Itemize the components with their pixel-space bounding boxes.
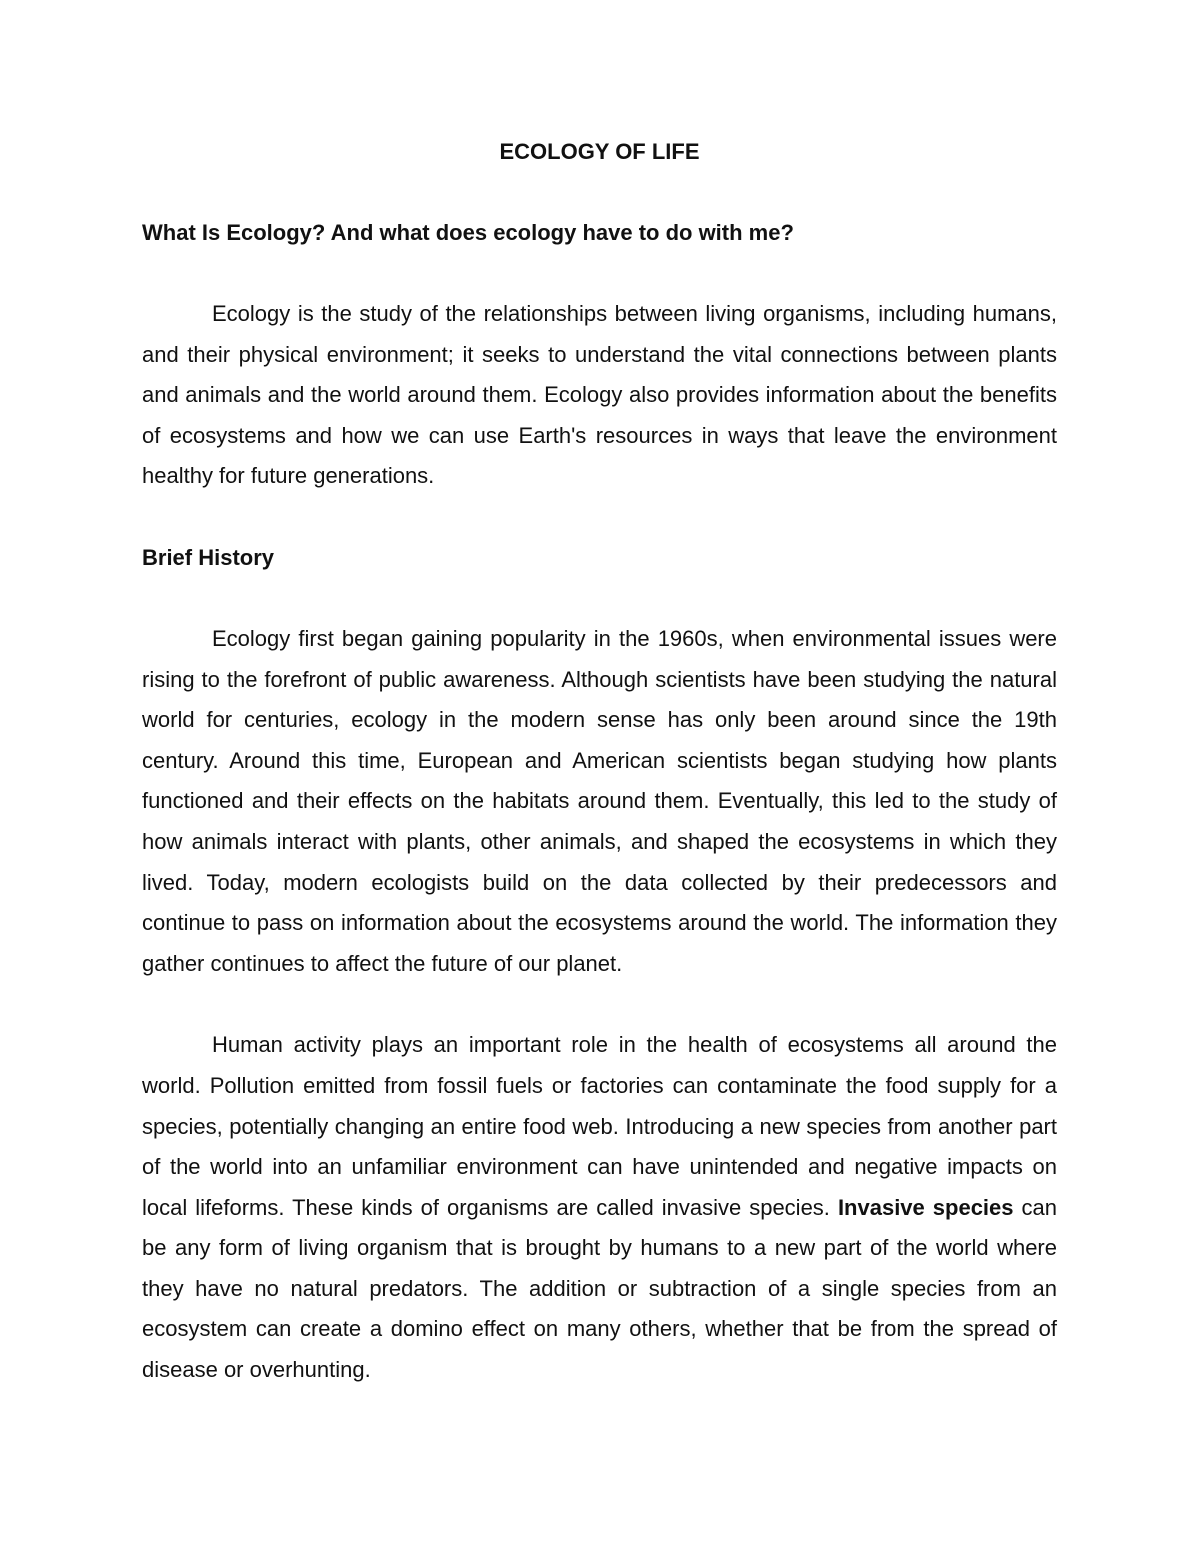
section-heading-brief-history: Brief History <box>142 544 275 570</box>
paragraph-history: Ecology first began gaining popularity in the 1960s, when environmental issues were rising to the forefront of public awareness. Although scientists have been studying the natural world for centuries, ecology in the modern sense has only been around since the 19th century. Around this time, European and American scientists began studying how plants functioned and their effects on the habitats around them. Eventually, this led to the study of how animals interact with plants, other animals, and shaped the ecosystems in which they lived. Today, modern ecologists build on the data collected by their predecessors and continue to pass on information about the ecosystems around the world. The information they gather continues to affect the future of our planet. <box>142 625 1057 976</box>
paragraph-human-activity <box>142 1025 1057 1390</box>
document-title: ECOLOGY OF LIFE <box>499 139 700 164</box>
document-body <box>142 132 1057 1391</box>
section-heading-what-is-ecology: What Is Ecology? And what does ecology have to do with me? <box>142 220 794 245</box>
term-invasive-species: Invasive species <box>837 1194 1014 1220</box>
paragraph-human-activity-end: can be any form of living organism that is brought by humans to a new part of the world where they have no natural predators. The addition or subtraction of a single species from an ecosystem can create a domino effect on many others, whether that be from the spread of disease or overhunting. <box>142 1194 1057 1383</box>
paragraph-definition: Ecology is the study of the relationships between living organisms, including humans, and their physical environment; it seeks to understand the vital connections between plants and animals and the world around them. Ecology also provides information about the benefits of ecosystems and how we can use Earth's resources in ways that leave the environment healthy for future generations. <box>142 301 1057 489</box>
paragraph-human-activity-start: Human activity plays an important role in the health of ecosystems all around the world. Pollution emitted from fossil fuels or factories can contaminate the food supply for a species, potentially changing an entire food web. Introducing a new species from another part of the world into an unfamiliar environment can have unintended and negative impacts on local lifeforms. These kinds of organisms are called invasive species. <box>142 1032 1057 1220</box>
